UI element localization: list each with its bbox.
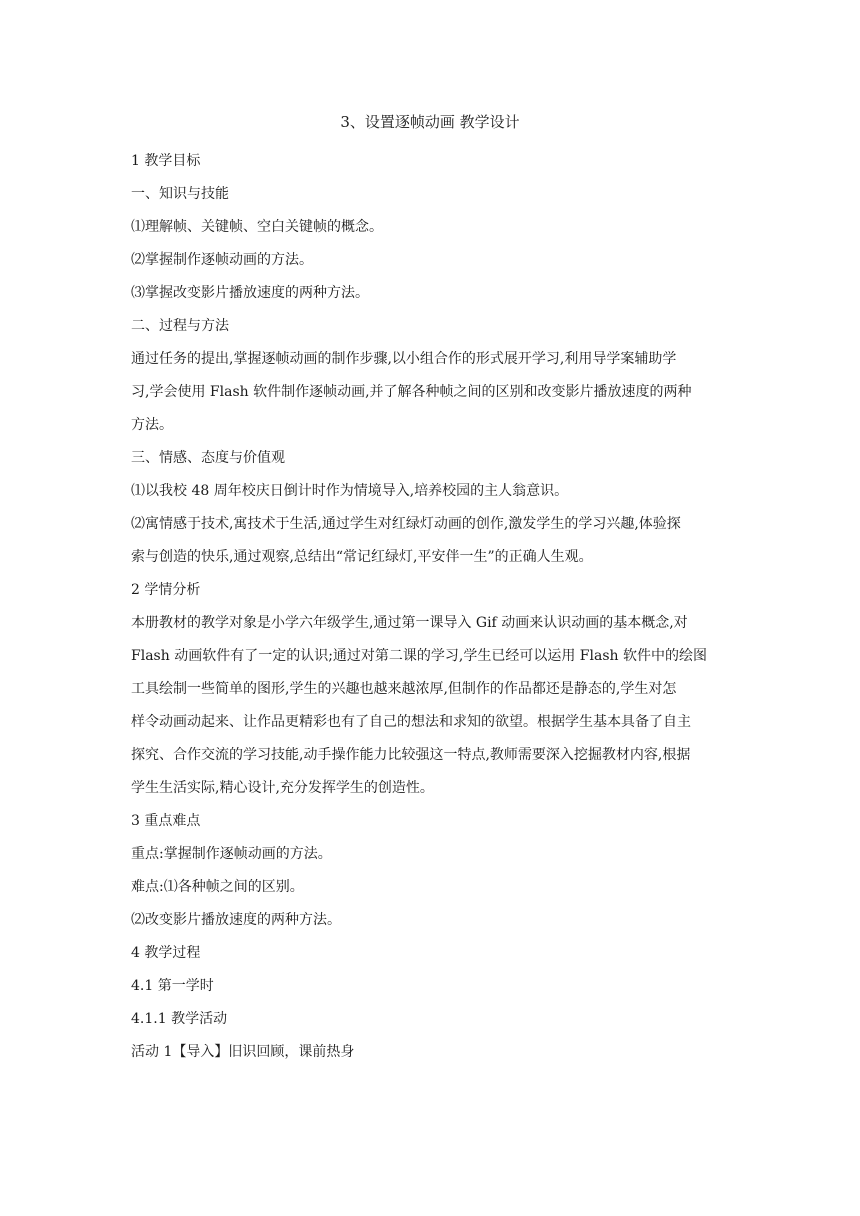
list-item: ⑵掌握制作逐帧动画的方法。 <box>131 252 313 268</box>
list-item: ⑴理解帧、关键帧、空白关键帧的概念。 <box>131 219 383 235</box>
list-item: ⑶掌握改变影片播放速度的两种方法。 <box>131 285 369 301</box>
document-title: 3、设置逐帧动画 教学设计 <box>340 113 520 131</box>
list-item: ⑴以我校 48 周年校庆日倒计时作为情境导入,培养校园的主人翁意识。 <box>131 483 569 499</box>
key-point: 重点:掌握制作逐帧动画的方法。 <box>131 846 332 862</box>
paragraph-line: 本册教材的教学对象是小学六年级学生,通过第一课导入 Gif 动画来认识动画的基本概念,对 <box>131 615 688 631</box>
paragraph-line: 方法。 <box>131 417 173 433</box>
heading-key-points: 3 重点难点 <box>131 813 201 829</box>
paragraph-line: 习,学会使用 Flash 软件制作逐帧动画,并了解各种帧之间的区别和改变影片播放速度的两种 <box>131 384 692 400</box>
paragraph-line: 工具绘制一些简单的图形,学生的兴趣也越来越浓厚,但制作的作品都还是静态的,学生对怎 <box>131 681 677 697</box>
document-body <box>131 145 731 1069</box>
paragraph-line: ⑵寓情感于技术,寓技术于生活,通过学生对红绿灯动画的创作,激发学生的学习兴趣,体验探 <box>131 516 681 532</box>
subheading-teaching-activities: 4.1.1 教学活动 <box>131 1011 228 1027</box>
paragraph-line: 样令动画动起来、让作品更精彩也有了自己的想法和求知的欲望。根据学生基本具备了自主 <box>131 714 691 730</box>
paragraph-line: 索与创造的快乐,通过观察,总结出“常记红绿灯,平安伴一生”的正确人生观。 <box>131 549 593 565</box>
subheading-knowledge-skills: 一、知识与技能 <box>131 186 229 202</box>
paragraph-line: 学生生活实际,精心设计,充分发挥学生的创造性。 <box>131 780 434 796</box>
difficult-point: 难点:⑴各种帧之间的区别。 <box>131 879 304 895</box>
paragraph-learner-analysis <box>131 607 731 805</box>
heading-teaching-goals: 1 教学目标 <box>131 153 201 169</box>
subheading-first-period: 4.1 第一学时 <box>131 978 214 994</box>
paragraph-line: Flash 动画软件有了一定的认识;通过对第二课的学习,学生已经可以运用 Flash 软件中的绘图 <box>131 648 707 664</box>
paragraph-line: 探究、合作交流的学习技能,动手操作能力比较强这一特点,教师需要深入挖掘教材内容,根据 <box>131 747 691 763</box>
paragraph-process-method <box>131 343 731 442</box>
list-item-multiline <box>131 508 731 574</box>
activity-title: 活动 1【导入】旧识回顾，课前热身 <box>131 1044 355 1060</box>
subheading-emotion-values: 三、情感、态度与价值观 <box>131 450 285 466</box>
difficult-point: ⑵改变影片播放速度的两种方法。 <box>131 912 341 928</box>
subheading-process-method: 二、过程与方法 <box>131 318 229 334</box>
heading-teaching-process: 4 教学过程 <box>131 945 201 961</box>
paragraph-line: 通过任务的提出,掌握逐帧动画的制作步骤,以小组合作的形式展开学习,利用导学案辅助学 <box>131 351 677 367</box>
heading-learner-analysis: 2 学情分析 <box>131 582 201 598</box>
